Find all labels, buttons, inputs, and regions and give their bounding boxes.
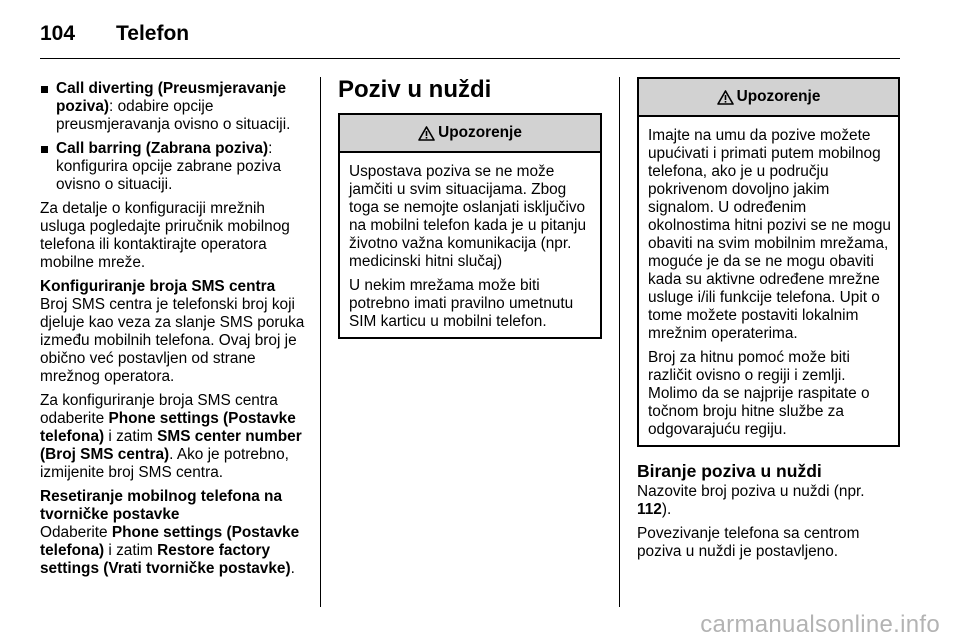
paragraph-sms-configure xyxy=(40,392,308,482)
warning-box xyxy=(637,77,900,447)
text-span: ). xyxy=(661,501,672,518)
paragraph-factory-reset xyxy=(40,524,308,578)
paragraph-connection: Povezivanje telefona sa centrom poziva u nuždi je postavljeno. xyxy=(637,525,860,560)
warning-header xyxy=(639,79,898,117)
menu-term: Phone settings (Postavke telefona) xyxy=(40,410,296,445)
bullet-call-diverting xyxy=(40,80,308,134)
text-span: . Ako je potrebno, izmijenite broj SMS centra. xyxy=(40,446,289,481)
warning-body xyxy=(340,153,600,337)
page-number: 104 xyxy=(40,22,76,45)
section-title: Telefon xyxy=(116,22,190,45)
warning-paragraph: Broj za hitnu pomoć može biti različit ovisno o regiji i zemlji. Molimo da se najprije raspitate o točnom broju hitne službe za odgovarajuću regiju. xyxy=(648,349,870,438)
bullet-term: Call diverting (Preusmjeravanje poziva) xyxy=(56,80,287,115)
text-span: Odaberite xyxy=(40,524,112,541)
warning-box xyxy=(338,113,602,339)
text-span: Za konfiguriranje broja SMS centra odaberite xyxy=(40,392,278,427)
menu-term: Phone settings (Postavke telefona) xyxy=(40,524,300,559)
warning-paragraph: Imajte na umu da pozive možete upućivati i primati putem mobilnog telefona, ako je u području pokrivenom dovoljno jakim signalom. U određenim okolnostima hitni pozivi se ne mogu obaviti na svim mobilnim mrežama, moguće je da se ne mogu obaviti kada su aktivne određene mrežne usluge i/ili funkcije telefona. Upit o tome možete postaviti lokalnim mrežnim operaterima. xyxy=(648,127,891,342)
watermark: carmanualsonline.info xyxy=(700,611,940,638)
text-span: . xyxy=(290,560,295,577)
warning-body xyxy=(639,117,898,445)
menu-term: SMS center number (Broj SMS centra) xyxy=(40,428,302,463)
paragraph-network-details: Za detalje o konfiguraciji mrežnih usluga pogledajte priručnik mobilnog telefona ili kontaktirajte operatora mobilne mreže. xyxy=(40,200,290,271)
column-divider-left xyxy=(320,77,321,607)
left-column xyxy=(40,80,308,584)
bullet-square-icon xyxy=(41,146,48,153)
subheading-sms-center: Konfiguriranje broja SMS centra xyxy=(40,278,276,295)
menu-term: Restore factory settings (Vrati tvorničke postavke) xyxy=(40,542,291,577)
heading-emergency-call: Poziv u nuždi xyxy=(338,76,492,103)
subheading-dialing-emergency: Biranje poziva u nuždi xyxy=(637,461,822,481)
paragraph-sms-center-info: Broj SMS centra je telefonski broj koji djeluje kao veza za slanje SMS poruka između mobilnih telefona. Ovaj broj je obično već postavljen od strane mrežnog operatora. xyxy=(40,296,305,385)
header-rule xyxy=(40,58,900,59)
right-column xyxy=(637,77,900,567)
bullet-text: : odabire opcije preusmjeravanja ovisno o situaciji. xyxy=(56,98,291,133)
warning-label: Upozorenje xyxy=(736,88,821,105)
emergency-number: 112 xyxy=(637,501,662,518)
warning-triangle-icon xyxy=(717,90,734,105)
warning-triangle-icon xyxy=(418,126,435,141)
warning-paragraph: Uspostava poziva se ne može jamčiti u svim situacijama. Zbog toga se nemojte oslanjati isključivo na mobilni telefon kada je u pitanju životno važna komunikacija (npr. medicinski hitni slučaj) xyxy=(349,163,587,270)
subheading-factory-reset: Resetiranje mobilnog telefona na tvorničke postavke xyxy=(40,488,283,523)
warning-label: Upozorenje xyxy=(438,124,522,141)
text-span: i zatim xyxy=(104,428,158,445)
text-span: Nazovite broj poziva u nuždi (npr. xyxy=(637,483,865,500)
bullet-term: Call barring (Zabrana poziva) xyxy=(56,140,269,157)
bullet-square-icon xyxy=(41,86,48,93)
text-span: i zatim xyxy=(104,542,158,559)
bullet-call-barring xyxy=(40,140,308,194)
paragraph-dial-number xyxy=(637,483,900,519)
warning-header xyxy=(340,115,600,153)
warning-paragraph: U nekim mrežama može biti potrebno imati pravilno umetnutu SIM karticu u mobilni telefon. xyxy=(349,277,574,330)
column-divider-right xyxy=(619,77,620,607)
middle-column xyxy=(338,76,602,339)
bullet-text: : konfigurira opcije zabrane poziva ovisno o situaciji. xyxy=(56,140,282,193)
